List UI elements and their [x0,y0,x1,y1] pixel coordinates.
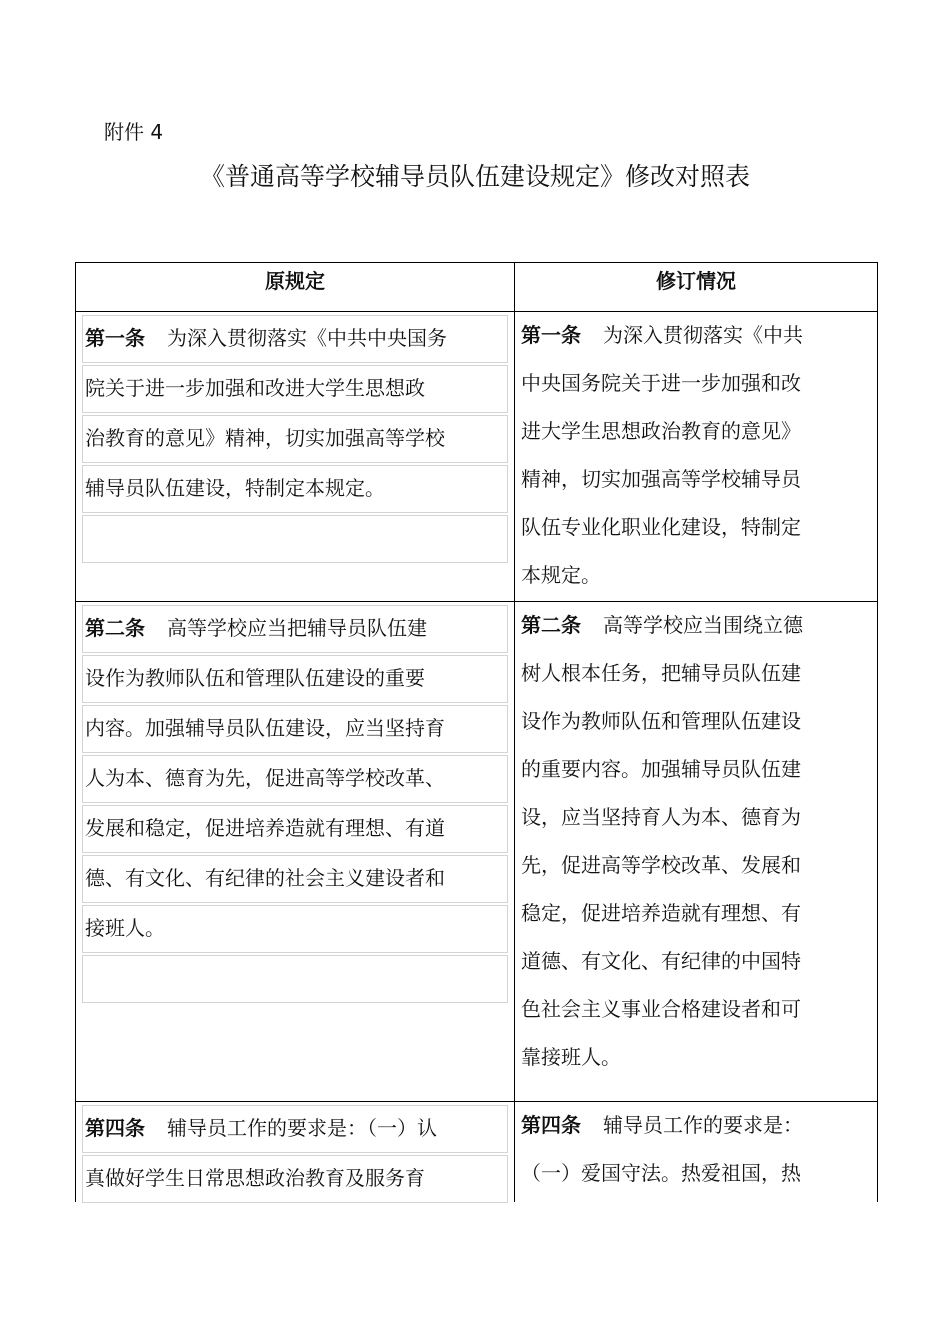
text-line: 色社会主义事业合格建设者和可 [521,997,801,1021]
text-line [521,311,871,359]
text-line [82,1105,508,1153]
text-line [82,755,508,803]
text-line: 稳定，促进培养造就有理想、有 [521,901,801,925]
line-text: 辅导员队伍建设，特制定本规定。 [85,476,385,500]
article-label: 第四条 [521,1113,581,1137]
line-text: 为深入贯彻落实《中共中央国务 [167,326,447,350]
text-line: 进大学生思想政治教育的意见》 [521,419,801,443]
text-line: （一）爱国守法。热爱祖国，热 [521,1161,801,1185]
attachment-label: 附件 4 [104,120,164,144]
original-cell [82,605,508,1005]
line-text: 为深入贯彻落实《中共 [603,323,803,347]
text-line [82,855,508,903]
text-line [82,415,508,463]
text-line [82,705,508,753]
text-line [82,315,508,363]
text-line: 道德、有文化、有纪律的中国特 [521,949,801,973]
text-line [82,515,508,563]
line-text: 高等学校应当把辅导员队伍建 [167,616,427,640]
revised-cell [521,1101,871,1197]
original-cell [82,1105,508,1205]
text-line: 设，应当坚持育人为本、德育为 [521,805,801,829]
line-text: 高等学校应当围绕立德 [603,613,803,637]
text-line [82,655,508,703]
line-text: 辅导员工作的要求是： [603,1113,803,1137]
text-line [82,1155,508,1203]
text-line [82,955,508,1003]
line-text: 人为本、德育为先，促进高等学校改革、 [85,766,445,790]
text-line: 队伍专业化职业化建设，特制定 [521,515,801,539]
article-label: 第二条 [521,613,581,637]
text-line [82,465,508,513]
text-line [82,905,508,953]
line-text: 德、有文化、有纪律的社会主义建设者和 [85,866,445,890]
text-line: 设作为教师队伍和管理队伍建设 [521,709,801,733]
article-label: 第一条 [85,326,145,350]
line-text: 辅导员工作的要求是：（一）认 [167,1116,437,1140]
text-line [82,605,508,653]
column-divider [514,263,515,1202]
text-line: 的重要内容。加强辅导员队伍建 [521,757,801,781]
text-line: 本规定。 [521,563,601,587]
text-line: 树人根本任务，把辅导员队伍建 [521,661,801,685]
header-original: 原规定 [265,269,325,293]
line-text: 院关于进一步加强和改进大学生思想政 [85,376,425,400]
text-line [82,365,508,413]
text-line: 精神，切实加强高等学校辅导员 [521,467,801,491]
text-line: 靠接班人。 [521,1045,621,1069]
article-label: 第二条 [85,616,145,640]
original-cell [82,315,508,565]
line-text: 治教育的意见》精神，切实加强高等学校 [85,426,445,450]
line-text: 内容。加强辅导员队伍建设，应当坚持育 [85,716,445,740]
text-line [521,601,871,649]
line-text: 发展和稳定，促进培养造就有理想、有道 [85,816,445,840]
line-text: 真做好学生日常思想政治教育及服务育 [85,1166,425,1190]
comparison-table [75,262,878,1202]
text-line: 先，促进高等学校改革、发展和 [521,853,801,877]
text-line [82,805,508,853]
text-line: 中央国务院关于进一步加强和改 [521,371,801,395]
revised-cell [521,601,871,1081]
text-line [521,1101,871,1149]
line-text: 设作为教师队伍和管理队伍建设的重要 [85,666,425,690]
article-label: 第一条 [521,323,581,347]
article-label: 第四条 [85,1116,145,1140]
line-text: 接班人。 [85,916,165,940]
revised-cell [521,311,871,599]
header-revised: 修订情况 [656,269,736,293]
document-title: 《普通高等学校辅导员队伍建设规定》修改对照表 [199,162,750,191]
